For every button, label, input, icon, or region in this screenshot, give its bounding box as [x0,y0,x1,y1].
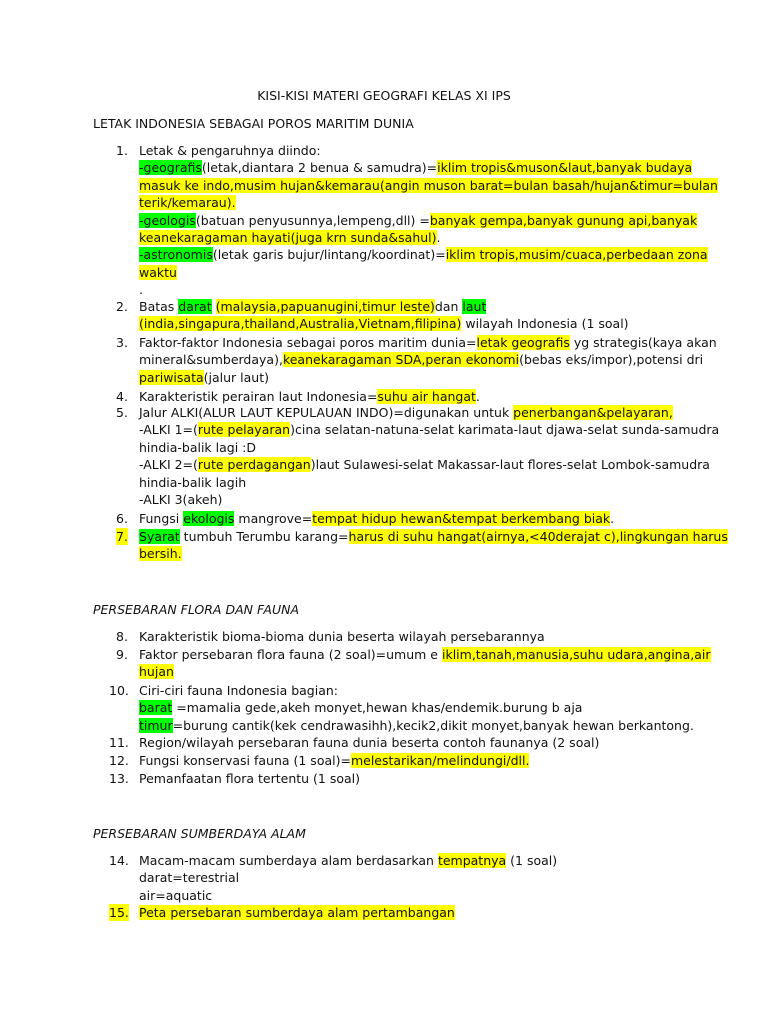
text-run: tumbuh Terumbu karang= [179,529,349,544]
list-item-line [139,388,480,405]
list-number: 8. [116,629,128,644]
text-run: Faktor-faktor Indonesia sebagai poros maritim dunia= [139,335,477,350]
text-run: =burung cantik(kek cendrawasihh),kecik2,dikit monyet,banyak hewan berkantong. [172,717,694,733]
section-heading: PERSEBARAN SUMBERDAYA ALAM [93,826,306,841]
list-item-line [139,663,174,680]
text-run: (batuan penyusunnya,lempeng,dll) = [195,212,430,228]
yellow-highlight: rute perdagangan [197,457,311,473]
green-highlight: -astronomis [139,247,213,263]
text-run: (jalur laut) [203,369,269,385]
list-item-line [139,264,177,281]
list-item-line [139,904,455,921]
list-item-line [139,159,692,176]
yellow-highlight: Peta persebaran sumberdaya alam pertambangan [139,905,455,920]
yellow-highlight: banyak gempa,banyak gunung api,banyak [429,212,698,228]
yellow-highlight: iklim,tanah,manusia,suhu udara,angina,air [441,647,711,662]
yellow-highlight: bersih. [139,546,182,562]
section-heading: LETAK INDONESIA SEBAGAI POROS MARITIM DUNIA [93,116,414,131]
green-highlight: darat [178,299,212,314]
list-item-line [139,887,212,904]
text-run: =mamalia gede,akeh monyet,hewan khas/endemik.burung b aja [172,700,583,716]
list-item-line [139,474,246,491]
yellow-highlight: melestarikan/melindungi/dll. [350,753,530,768]
yellow-highlight: waktu [139,264,177,280]
yellow-highlight: hujan [139,664,174,680]
text-run: Ciri-ciri fauna Indonesia bagian: [139,683,339,698]
text-run [212,299,216,314]
yellow-highlight: suhu air hangat [377,389,476,404]
text-run: Karakteristik bioma-bioma dunia beserta wilayah persebarannya [139,629,545,644]
list-item-line [139,194,236,211]
list-item-line [139,246,708,263]
list-item-line [139,770,360,787]
text-run: -ALKI 3(akeh) [139,492,223,507]
list-item-line [139,404,673,421]
green-highlight: Syarat [139,529,180,544]
text-run: Karakteristik perairan laut Indonesia= [139,389,378,404]
list-item-line [139,142,321,159]
yellow-highlight: keanekaragaman SDA,peran ekonomi [282,352,520,368]
list-item-line [139,528,728,545]
yellow-highlight: pariwisata [139,369,204,385]
text-run: . [475,389,480,404]
yellow-highlight: terik/kemarau). [139,195,236,211]
list-number: 7. [116,529,128,544]
list-number: 4. [116,389,128,404]
yellow-highlight: iklim tropis,musim/cuaca,perbedaan zona [445,247,708,263]
list-number: 13. [109,771,129,786]
text-run: wilayah Indonesia (1 soal) [461,316,629,332]
list-item-line [139,852,557,869]
list-number: 11. [109,735,129,750]
text-run: mangrove= [234,511,313,526]
yellow-highlight: letak geografis [476,335,570,350]
yellow-highlight: (malaysia,papuanugini,timur leste) [215,299,435,314]
yellow-highlight: keanekaragaman hayati(juga krn sunda&sahul) [139,230,437,245]
list-item-line [139,734,599,751]
section-heading: PERSEBARAN FLORA DAN FAUNA [93,602,300,617]
text-run: )cina selatan-natuna-selat karimata-laut djawa-selat sunda-samudra [290,422,720,438]
list-item-line [139,298,486,315]
list-number: 9. [116,647,128,662]
list-item-line [139,628,545,645]
list-item-line [139,456,710,473]
list-item-line [139,646,711,663]
list-item-line [139,369,269,386]
list-number: 5. [116,405,128,420]
list-number: 14. [109,853,129,868]
list-item-line [139,682,338,699]
text-run: Jalur ALKI(ALUR LAUT KEPULAUAN INDO)=digunakan untuk [139,405,514,420]
list-item-line [139,421,719,438]
text-run: (1 soal) [506,853,558,868]
list-number: 1. [116,143,128,158]
list-item-line [139,351,703,368]
text-run: dan [434,299,463,314]
text-run: Batas [139,299,179,314]
list-item-line [139,439,256,456]
list-item-line [139,491,222,508]
text-run: (letak garis bujur/lintang/koordinat)= [212,247,446,263]
text-run: . [610,511,615,526]
yellow-highlight: masuk ke indo,musim hujan&kemarau(angin muson barat=bulan basah/hujan&timur=bulan [139,177,718,193]
yellow-highlight: rute pelayaran [197,422,291,438]
list-number: 2. [116,299,128,314]
green-highlight: -geografis [139,160,202,176]
text-run: air=aquatic [139,887,213,903]
yellow-highlight: penerbangan&pelayaran, [513,405,673,420]
text-run: mineral&sumberdaya), [139,352,283,368]
text-run: Fungsi [139,511,184,526]
list-item-line [139,281,143,298]
list-number: 10. [109,683,129,698]
list-item-line [139,315,629,332]
list-item-line [139,510,614,527]
text-run: (bebas eks/impor),potensi dri [519,352,704,368]
yellow-highlight: harus di suhu hangat(airnya,<40derajat c),lingkungan harus [348,529,728,544]
text-run: Region/wilayah persebaran fauna dunia beserta contoh faunanya (2 soal) [139,735,600,750]
list-number: 3. [116,335,128,350]
text-run: hindia-balik lagi :D [139,439,256,455]
list-item-line [139,869,239,886]
green-highlight: laut [462,299,487,314]
text-run: Macam-macam sumberdaya alam berdasarkan [139,853,438,868]
list-item-line [139,717,694,734]
text-run: Faktor persebaran flora fauna (2 soal)=umum e [139,647,442,662]
list-item-line [139,229,441,246]
list-number: 15. [109,905,129,920]
list-item-line [139,334,717,351]
yellow-highlight: (india,singapura,thailand,Australia,Vietnam,filipina) [139,316,462,332]
yellow-highlight: iklim tropis&muson&laut,banyak budaya [437,160,693,176]
yellow-highlight: tempat hidup hewan&tempat berkembang biak [312,511,611,526]
green-highlight: timur [139,717,173,733]
document-title: KISI-KISI MATERI GEOGRAFI KELAS XI IPS [257,88,511,103]
text-run: -ALKI 2=( [139,457,198,473]
yellow-highlight: tempatnya [437,853,507,868]
list-number: 12. [109,753,129,768]
text-run: Fungsi konservasi fauna (1 soal)= [139,753,351,768]
green-highlight: -geologis [139,212,196,228]
text-run: )laut Sulawesi-selat Makassar-laut flores-selat Lombok-samudra [310,457,710,473]
text-run: yg strategis(kaya akan [569,335,717,350]
text-run: . [436,230,441,245]
list-item-line [139,545,182,562]
text-run: . [139,282,143,298]
text-run: Letak & pengaruhnya diindo: [139,143,321,158]
list-number: 6. [116,511,128,526]
text-run: darat=terestrial [139,870,240,886]
green-highlight: barat [139,700,173,716]
text-run: Pemanfaatan flora tertentu (1 soal) [139,771,361,786]
text-run: hindia-balik lagih [139,474,247,490]
list-item-line [139,177,718,194]
list-item-line [139,699,582,716]
list-item-line [139,752,529,769]
text-run: -ALKI 1=( [139,422,198,438]
text-run: (letak,diantara 2 benua & samudra)= [201,160,438,176]
list-item-line [139,212,697,229]
green-highlight: ekologis [183,511,235,526]
